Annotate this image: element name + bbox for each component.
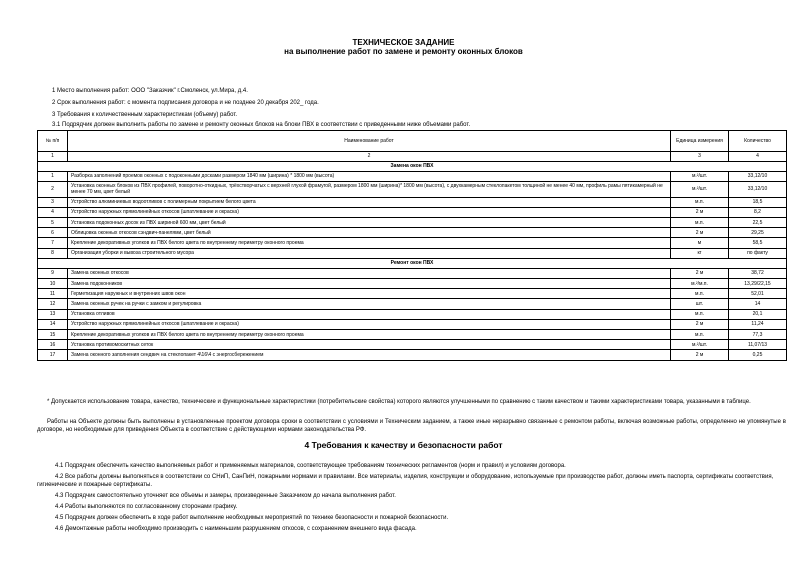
- table-row: [38, 350, 787, 360]
- table-row: [38, 238, 787, 248]
- row-number: 1: [38, 171, 68, 181]
- requirement-4-4: 4.4 Работы выполняются по согласованному сторонами графику.: [55, 504, 238, 510]
- row-work-name: Замена подоконников: [68, 279, 671, 289]
- section-row-replace: [38, 161, 787, 171]
- row-work-name: Установка отливов: [68, 309, 671, 319]
- row-unit: 2 м: [671, 268, 729, 278]
- row-work-name: Устройство наружных прямолинейных откосов (шпатлевание и окраска): [68, 207, 671, 217]
- row-work-name: Устройство алюминиевых водоотливов с полимерным покрытием белого цвета: [68, 197, 671, 207]
- row-quantity: 33,12/10: [729, 171, 787, 181]
- row-quantity: 22,5: [729, 218, 787, 228]
- row-unit: м.²/шт.: [671, 181, 729, 197]
- intro-line-2: 2 Срок выполнения работ: с момента подписания договора и не позднее 20 декабря 202_ года.: [52, 100, 319, 106]
- works-paragraph: Работы на Объекте должны быть выполнены в установленные проектом договора сроки в соответствии с условиями и Техническим заданием, а также иные неразрывно связанные с ремонтом работы, включая возможные работы, определенно не упомянутые в договоре, но необходимые для приведения Объекта в соответствие с действующими нормами законодательства РФ.: [37, 419, 786, 433]
- table-row: [38, 319, 787, 329]
- table-row: [38, 268, 787, 278]
- row-number: 5: [38, 218, 68, 228]
- row-number: 10: [38, 279, 68, 289]
- row-unit: 2 м: [671, 350, 729, 360]
- column-number-row: [38, 152, 787, 162]
- document-subtitle: на выполнение работ по замене и ремонту оконных блоков: [284, 47, 523, 56]
- row-unit: шт.: [671, 299, 729, 309]
- requirement-4-1: 4.1 Подрядчик обеспечить качество выполняемых работ и применяемых материалов, соответствующее требованиям технических регламентов (норм и правил) и условиям договора.: [55, 463, 566, 469]
- row-number: 13: [38, 309, 68, 319]
- table-row: [38, 171, 787, 181]
- table-row: [38, 329, 787, 339]
- row-quantity: 52,01: [729, 289, 787, 299]
- row-unit: м.²/шт.: [671, 340, 729, 350]
- row-number: 15: [38, 329, 68, 339]
- row-work-name: Установка противомоскитных сеток: [68, 340, 671, 350]
- header-num: № п/п: [38, 131, 68, 152]
- header-qty: Количество: [729, 131, 787, 152]
- row-number: 11: [38, 289, 68, 299]
- requirement-4-2: 4.2 Все работы должны выполняться в соответствии со СНиП, СанПиН, пожарными нормами и правилами. Все материалы, изделия, конструкции и оборудование, используемые при производстве работ, должны иметь паспорта, сертификаты соответствия, гигиенические и пожарные сертификаты.: [37, 474, 774, 488]
- table-row: [38, 309, 787, 319]
- row-quantity: 0,25: [729, 350, 787, 360]
- row-work-name: Облицовка оконных откосов сэндвич-панелями, цвет белый: [68, 228, 671, 238]
- row-number: 12: [38, 299, 68, 309]
- row-quantity: 11,07/13: [729, 340, 787, 350]
- row-unit: м.²/м.п.: [671, 279, 729, 289]
- row-quantity: 58,5: [729, 238, 787, 248]
- row-unit: м.²/шт.: [671, 171, 729, 181]
- row-number: 17: [38, 350, 68, 360]
- row-number: 2: [38, 181, 68, 197]
- row-unit: м.п.: [671, 218, 729, 228]
- intro-line-1: 1 Место выполнения работ: ООО "Заказчик" г.Смоленск, ул.Мира, д.4.: [52, 88, 248, 94]
- section-title: Замена окон ПВХ: [38, 161, 787, 171]
- row-quantity: 13,29/22,15: [729, 279, 787, 289]
- table-row: [38, 299, 787, 309]
- requirement-4-6: 4.6 Демонтажные работы необходимо производить с наименьшим разрушением откосов, с сохранением внешнего вида фасада.: [55, 526, 417, 532]
- row-quantity: 29,25: [729, 228, 787, 238]
- row-quantity: 20,1: [729, 309, 787, 319]
- row-number: 14: [38, 319, 68, 329]
- section-row-repair: [38, 258, 787, 268]
- row-quantity: 33,12/10: [729, 181, 787, 197]
- document-title: ТЕХНИЧЕСКОЕ ЗАДАНИЕ: [352, 38, 455, 47]
- header-unit: Единица измерения: [671, 131, 729, 152]
- section2-rows: [38, 268, 787, 360]
- col-number: 3: [671, 152, 729, 162]
- table-row: [38, 218, 787, 228]
- row-number: 16: [38, 340, 68, 350]
- table-row: [38, 207, 787, 217]
- row-unit: м.п.: [671, 329, 729, 339]
- table-row: [38, 289, 787, 299]
- row-number: 6: [38, 228, 68, 238]
- requirement-4-3: 4.3 Подрядчик самостоятельно уточняет все объемы и замеры, произведенные Заказчиком до начала выполнения работ.: [55, 493, 396, 499]
- row-quantity: 18,5: [729, 197, 787, 207]
- table-row: [38, 279, 787, 289]
- table-row: [38, 181, 787, 197]
- row-work-name: Организация уборки и вывоза строительного мусора: [68, 248, 671, 258]
- row-unit: м.п.: [671, 197, 729, 207]
- row-work-name: Замена оконных откосов: [68, 268, 671, 278]
- row-quantity: 77,3: [729, 329, 787, 339]
- row-unit: 2 м: [671, 228, 729, 238]
- col-number: 2: [68, 152, 671, 162]
- row-number: 3: [38, 197, 68, 207]
- works-table: [37, 130, 787, 361]
- row-quantity: по факту: [729, 248, 787, 258]
- row-unit: 2 м: [671, 207, 729, 217]
- row-work-name: Крепление декоративных уголков из ПВХ белого цвета по внутреннему периметру оконного проема: [68, 329, 671, 339]
- table-header-row: [38, 131, 787, 152]
- row-work-name: Установка подоконных досок из ПВХ шириной 600 мм, цвет белый: [68, 218, 671, 228]
- row-number: 7: [38, 238, 68, 248]
- row-quantity: 8,2: [729, 207, 787, 217]
- section-4-heading: 4 Требования к качеству и безопасности работ: [304, 440, 503, 450]
- row-unit: 2 м: [671, 319, 729, 329]
- row-work-name: Крепление декоративных уголков из ПВХ белого цвета по внутреннему периметру оконного проема: [68, 238, 671, 248]
- row-unit: кг: [671, 248, 729, 258]
- row-unit: м: [671, 238, 729, 248]
- requirement-4-5: 4.5 Подрядчик должен обеспечить в ходе работ выполнение необходимых мероприятий по технике безопасности и пожарной безопасности.: [55, 515, 449, 521]
- intro-line-4: 3.1 Подрядчик должен выполнить работы по замене и ремонту оконных блоков на блоки ПВХ в соответствии с приведенными ниже объемами работ.: [52, 122, 471, 128]
- table-row: [38, 228, 787, 238]
- row-work-name: Установка оконных блоков из ПВХ профилей, поворотно-откидных, трёхстворчатых с верхней глухой фрамугой, размером 1800 мм (ширина)* 1800 мм (высота), с двухкамерным стеклопакетом толщиной не менее 40 мм, профиль рамы пятикамерный не менее 70 мм, цвет белый: [68, 181, 671, 197]
- row-unit: м.п.: [671, 289, 729, 299]
- row-work-name: Устройство наружных прямолинейных откосов (шпатлевание и окраска): [68, 319, 671, 329]
- row-work-name: Разборка заполнений проемов оконных с подоконными досками размером 1840 мм (ширина) * 1800 мм (высота): [68, 171, 671, 181]
- row-number: 9: [38, 268, 68, 278]
- row-number: 8: [38, 248, 68, 258]
- row-quantity: 11,24: [729, 319, 787, 329]
- section1-rows: [38, 171, 787, 258]
- row-number: 4: [38, 207, 68, 217]
- col-number: 1: [38, 152, 68, 162]
- col-number: 4: [729, 152, 787, 162]
- row-quantity: 38,72: [729, 268, 787, 278]
- row-work-name: Герметизация наружных и внутренних швов окон: [68, 289, 671, 299]
- table-row: [38, 248, 787, 258]
- footnote: * Допускается использование товара, качество, технические и функциональные характеристики (потребительские свойства) которого являются улучшенными по сравнению с таким качеством и такими характеристиками товара, указанными в таблице.: [47, 399, 751, 405]
- row-unit: м.п.: [671, 309, 729, 319]
- row-quantity: 14: [729, 299, 787, 309]
- row-work-name: Замена оконного заполнения сендвич на стеклопакет 4\16\4 с энергосбережением: [68, 350, 671, 360]
- section-title: Ремонт окон ПВХ: [38, 258, 787, 268]
- intro-line-3: 3 Требования к количественным характеристикам (объему) работ.: [52, 112, 238, 118]
- table-row: [38, 197, 787, 207]
- table-row: [38, 340, 787, 350]
- row-work-name: Замена оконных ручек на ручки с замком и регулировка: [68, 299, 671, 309]
- header-name: Наименование работ: [68, 131, 671, 152]
